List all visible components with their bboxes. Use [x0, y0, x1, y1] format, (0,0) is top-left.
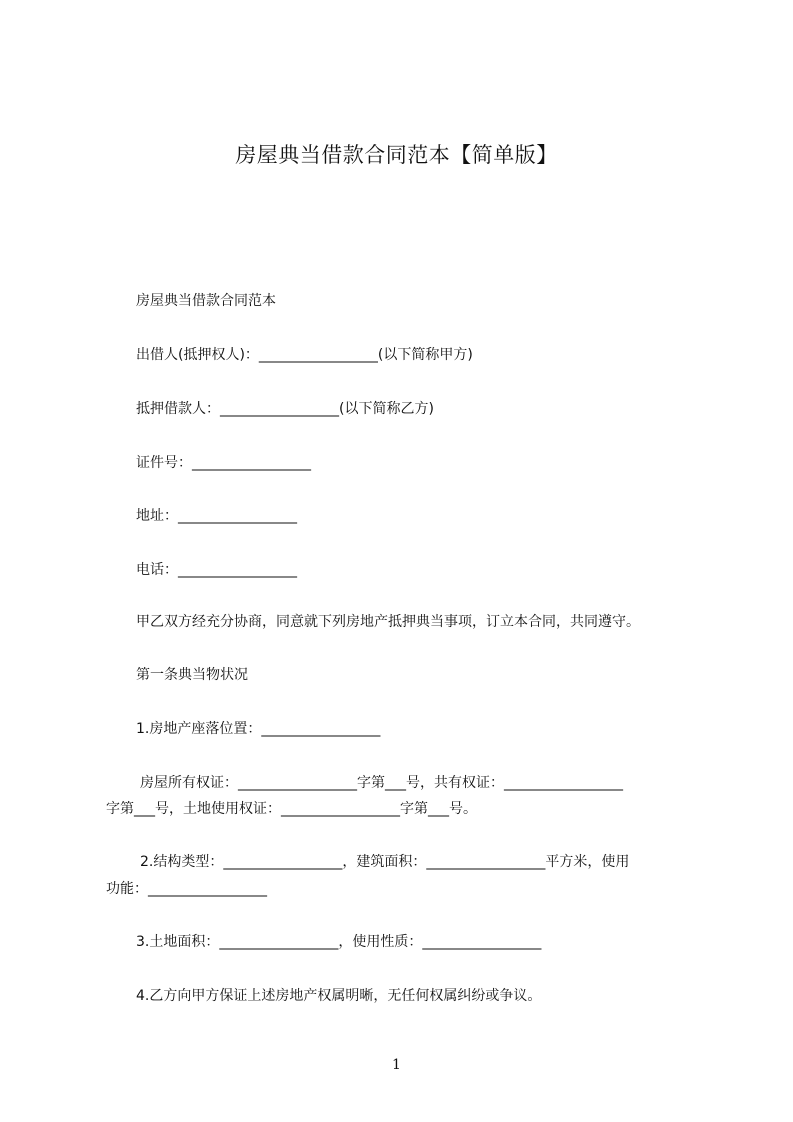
- paragraph-article-1-heading: 第一条典当物状况: [136, 667, 248, 683]
- paragraph-id-number: 证件号：_________________: [136, 455, 311, 471]
- paragraph-guarantee: 4.乙方向甲方保证上述房地产权属明晰，无任何权属纠纷或争议。: [136, 988, 542, 1004]
- paragraph-structure-line1: 2.结构类型：_________________，建筑面积：_________________平方米，使用: [140, 854, 630, 870]
- paragraph-structure-line2: 功能：_________________: [106, 881, 267, 897]
- paragraph-borrower: 抵押借款人：_________________(以下简称乙方): [136, 401, 434, 417]
- paragraph-lender: 出借人(抵押权人)：_________________(以下简称甲方): [136, 347, 473, 363]
- paragraph-phone: 电话：_________________: [136, 562, 297, 578]
- paragraph-address: 地址：_________________: [136, 508, 297, 524]
- paragraph-property-location: 1.房地产座落位置：_________________: [136, 721, 381, 737]
- paragraph-ownership-certificate-line1: 房屋所有权证：_________________字第___号，共有权证：_________________: [140, 775, 623, 791]
- paragraph-agreement: 甲乙双方经充分协商，同意就下列房地产抵押典当事项，订立本合同，共同遵守。: [136, 614, 640, 630]
- document-title: 房屋典当借款合同范本【简单版】: [235, 143, 558, 167]
- page-number: 1: [392, 1057, 401, 1073]
- paragraph-land-area: 3.土地面积：_________________，使用性质：_________________: [136, 934, 542, 950]
- paragraph-contract-heading: 房屋典当借款合同范本: [136, 293, 276, 309]
- paragraph-ownership-certificate-line2: 字第___号，土地使用权证：_________________字第___号。: [106, 801, 477, 817]
